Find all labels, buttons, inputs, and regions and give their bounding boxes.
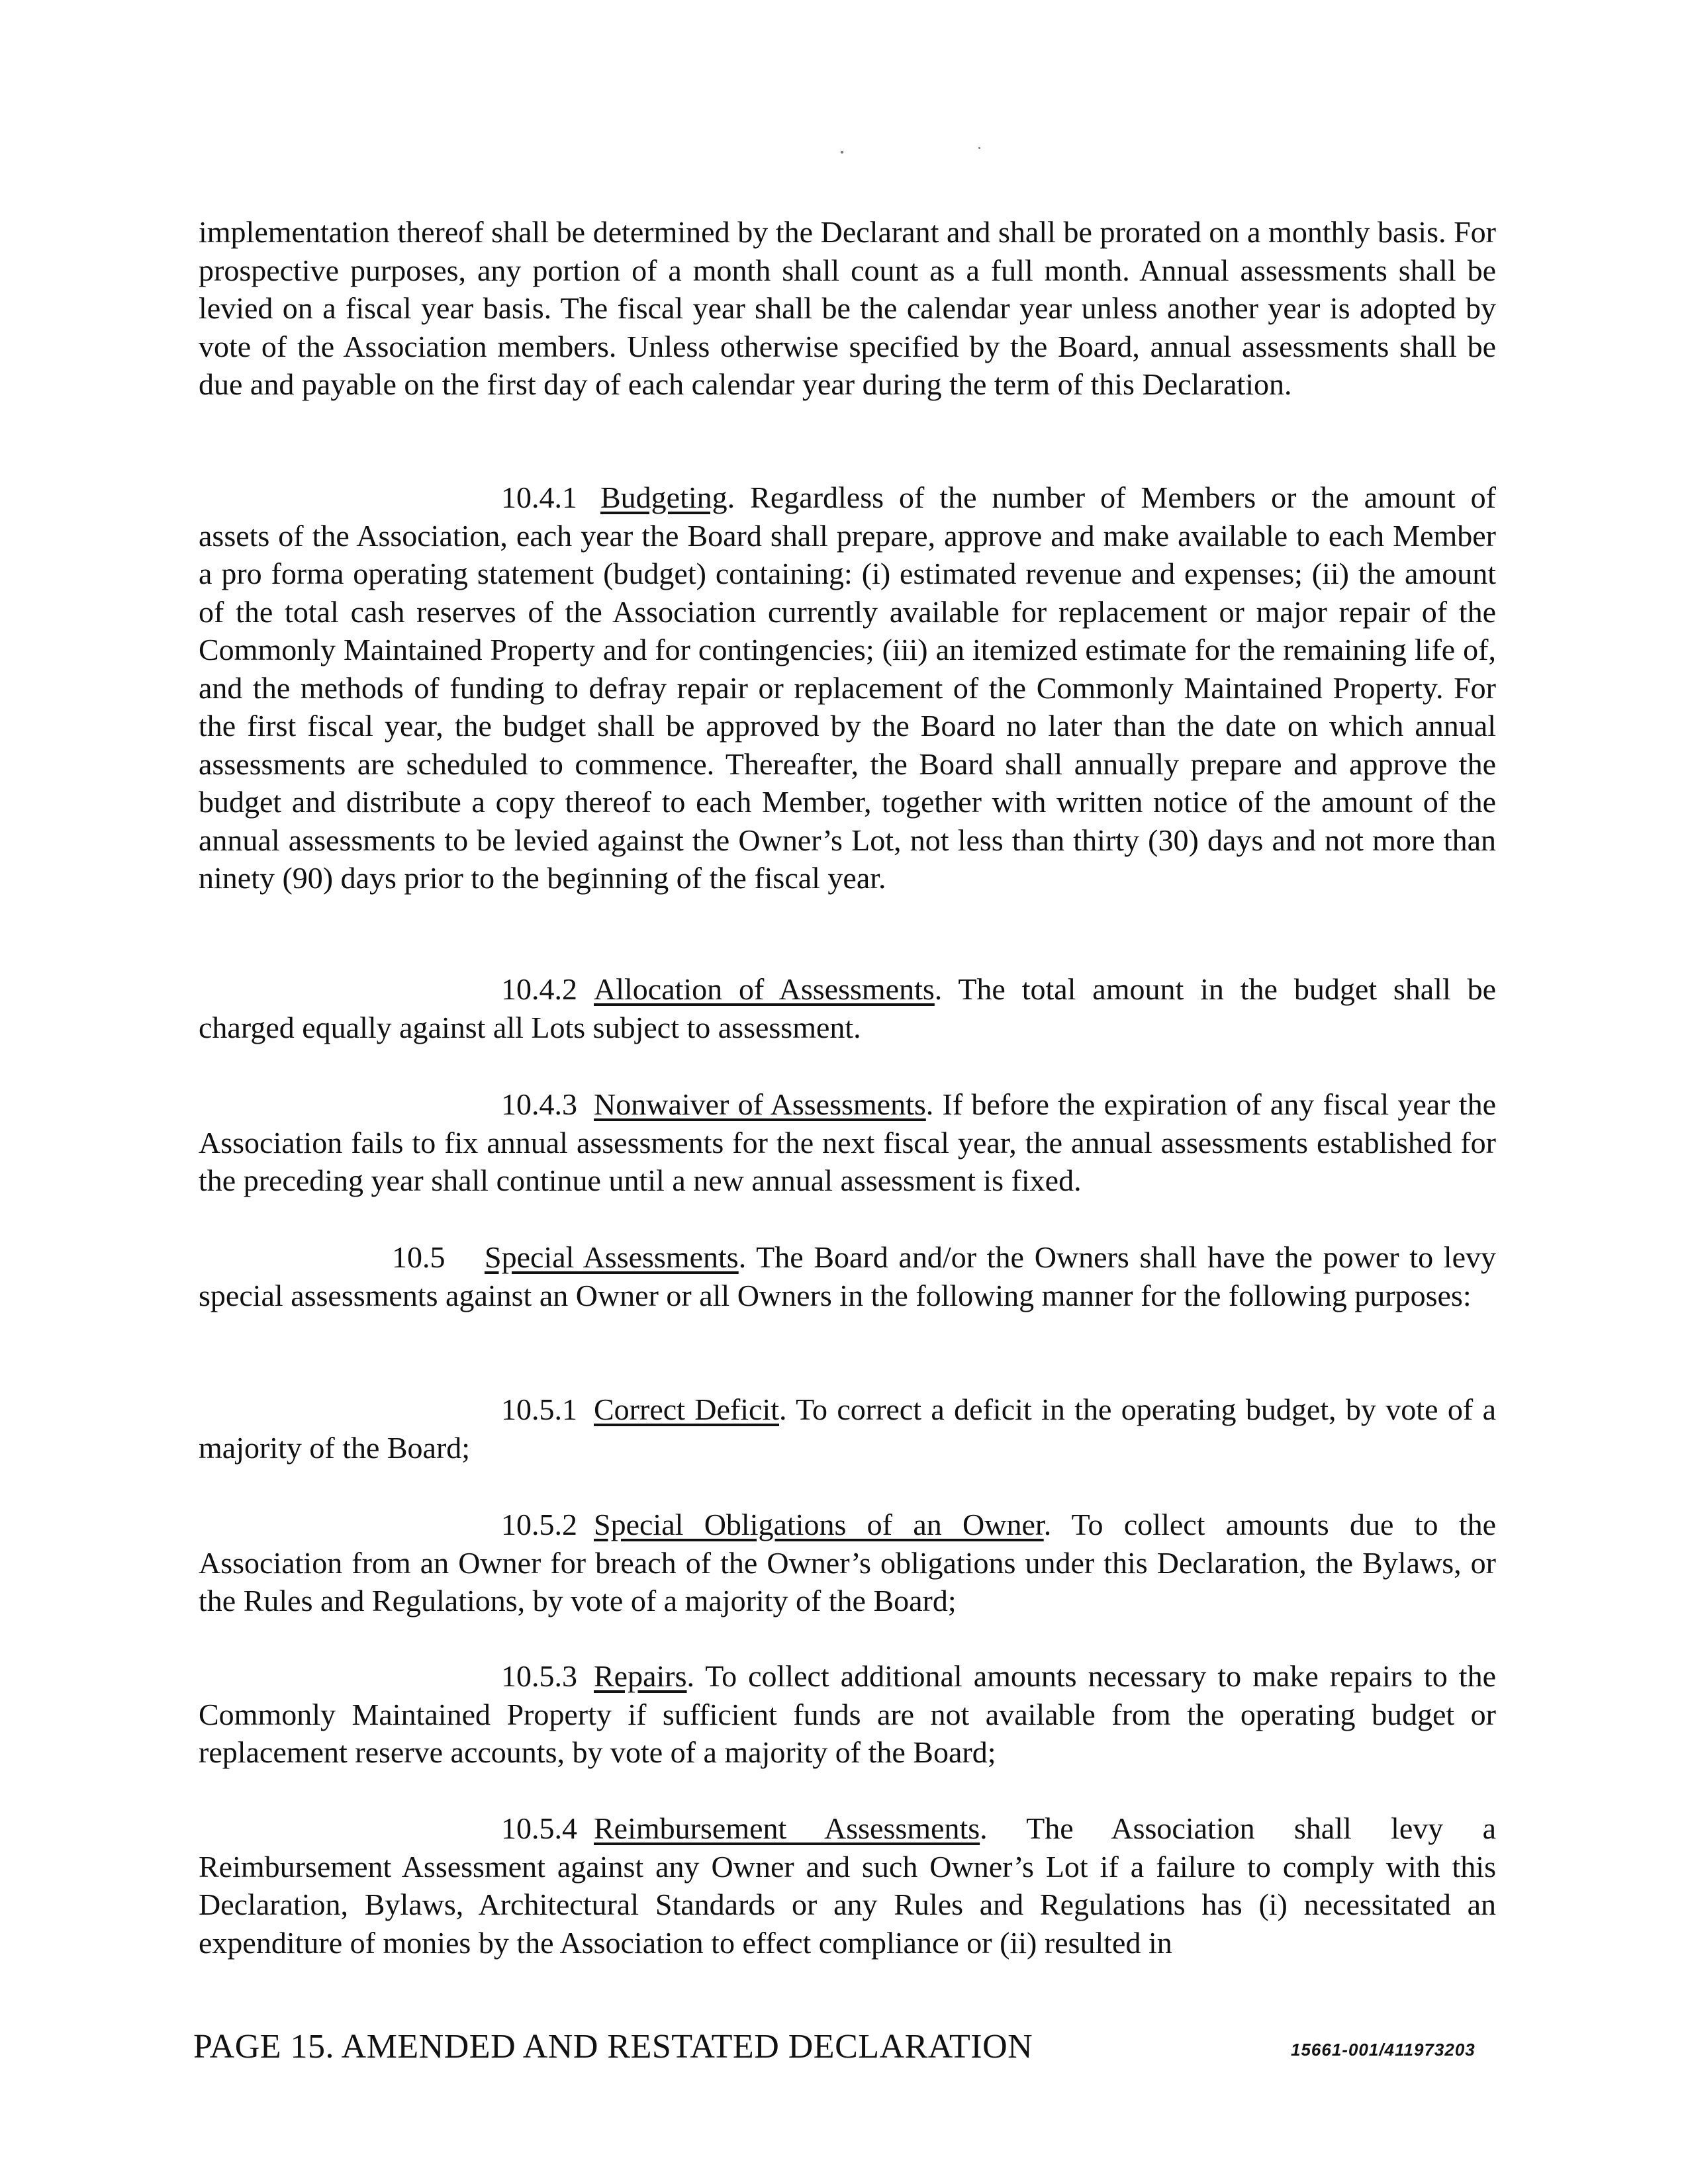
page-footer-document-code: 15661-001/411973203 bbox=[1291, 2040, 1476, 2060]
section-10-5-special-assessments bbox=[199, 1238, 1496, 1314]
section-heading: Repairs bbox=[594, 1659, 687, 1693]
section-number: 10.5.4 bbox=[501, 1811, 577, 1845]
scan-speck bbox=[841, 151, 843, 154]
section-number: 10.5.3 bbox=[501, 1659, 577, 1693]
section-number: 10.4.2 bbox=[501, 972, 577, 1006]
section-text: . If before the expiration of any fiscal year the Association fails to fix annual assessments for the next fiscal year, the annual assessments established for the preceding year shall continue until a new annual assessment is fixed. bbox=[199, 1087, 1497, 1197]
section-text: . The Board and/or the Owners shall have the power to levy special assessments against an Owner or all Owners in the following manner for the following purposes: bbox=[199, 1240, 1497, 1312]
scan-speck bbox=[978, 147, 980, 149]
section-heading: Special Obligations of an Owner bbox=[594, 1508, 1044, 1541]
section-text: . To correct a deficit in the operating budget, by vote of a majority of the Board; bbox=[199, 1392, 1496, 1465]
section-10-4-1-budgeting bbox=[199, 478, 1496, 897]
section-heading: Correct Deficit bbox=[594, 1392, 780, 1426]
section-heading: Reimbursement Assessments bbox=[594, 1811, 980, 1845]
section-10-4-2-allocation bbox=[199, 970, 1496, 1046]
section-heading: Special Assessments bbox=[485, 1240, 739, 1274]
section-10-5-3-repairs bbox=[199, 1657, 1496, 1772]
section-10-5-1-correct-deficit bbox=[199, 1390, 1496, 1467]
paragraph-assessment-implementation bbox=[199, 213, 1496, 404]
section-number: 10.4.1 bbox=[501, 480, 577, 514]
section-number: 10.4.3 bbox=[501, 1087, 577, 1121]
section-10-4-3-nonwaiver bbox=[199, 1085, 1496, 1200]
section-number: 10.5.2 bbox=[501, 1508, 577, 1541]
section-text: . Regardless of the number of Members or the amount of assets of the Association, each year the Board shall prepare, approve and make available to each Member a pro forma operating statement (budget) containing: (i) estimated revenue and expenses; (ii) the amount of the total cash reserves of the Association currently available for replacement or major repair of the Commonly Maintained Property and for contingencies; (iii) an itemized estimate for the remaining life of, and the methods of funding to defray repair or replacement of the Commonly Maintained Property. For the first fiscal year, the budget shall be approved by the Board no later than the date on which annual assessments are scheduled to commence. Thereafter, the Board shall annually prepare and approve the budget and distribute a copy thereof to each Member, together with written notice of the amount of the annual assessments to be levied against the Owner’s Lot, not less than thirty (30) days and not more than ninety (90) days prior to the beginning of the fiscal year. bbox=[199, 480, 1496, 895]
section-number: 10.5.1 bbox=[501, 1392, 577, 1426]
paragraph-text: implementation thereof shall be determined by the Declarant and shall be prorated on a monthly basis. For prospective purposes, any portion of a month shall count as a full month. Annual assessments shall be levied on a fiscal year basis. The fiscal year shall be the calendar year unless another year is adopted by vote of the Association members. Unless otherwise specified by the Board, annual assessments shall be due and payable on the first day of each calendar year during the term of this Declaration. bbox=[199, 215, 1496, 401]
section-heading: Budgeting bbox=[600, 480, 727, 514]
section-text: . The Association shall levy a Reimbursement Assessment against any Owner and such Owner’s Lot if a failure to comply with this Declaration, Bylaws, Architectural Standards or any Rules and Regulations has (i) necessitated an expenditure of monies by the Association to effect compliance or (ii) resulted in bbox=[199, 1811, 1496, 1960]
section-text: . To collect amounts due to the Association from an Owner for breach of the Owner’s obligations under this Declaration, the Bylaws, or the Rules and Regulations, by vote of a majority of the Board; bbox=[199, 1508, 1496, 1617]
section-heading: Allocation of Assessments bbox=[594, 972, 935, 1006]
section-number: 10.5 bbox=[392, 1240, 445, 1274]
page-footer-title: PAGE 15. AMENDED AND RESTATED DECLARATION bbox=[193, 2028, 1033, 2066]
section-10-5-4-reimbursement bbox=[199, 1809, 1496, 1962]
section-text: . To collect additional amounts necessary to make repairs to the Commonly Maintained Property if sufficient funds are not available from the operating budget or replacement reserve accounts, by vote of a majority of the Board; bbox=[199, 1659, 1496, 1769]
section-heading: Nonwaiver of Assessments bbox=[594, 1087, 926, 1121]
section-10-5-2-special-obligations bbox=[199, 1506, 1496, 1620]
section-text: . The total amount in the budget shall be charged equally against all Lots subject to assessment. bbox=[199, 972, 1497, 1044]
